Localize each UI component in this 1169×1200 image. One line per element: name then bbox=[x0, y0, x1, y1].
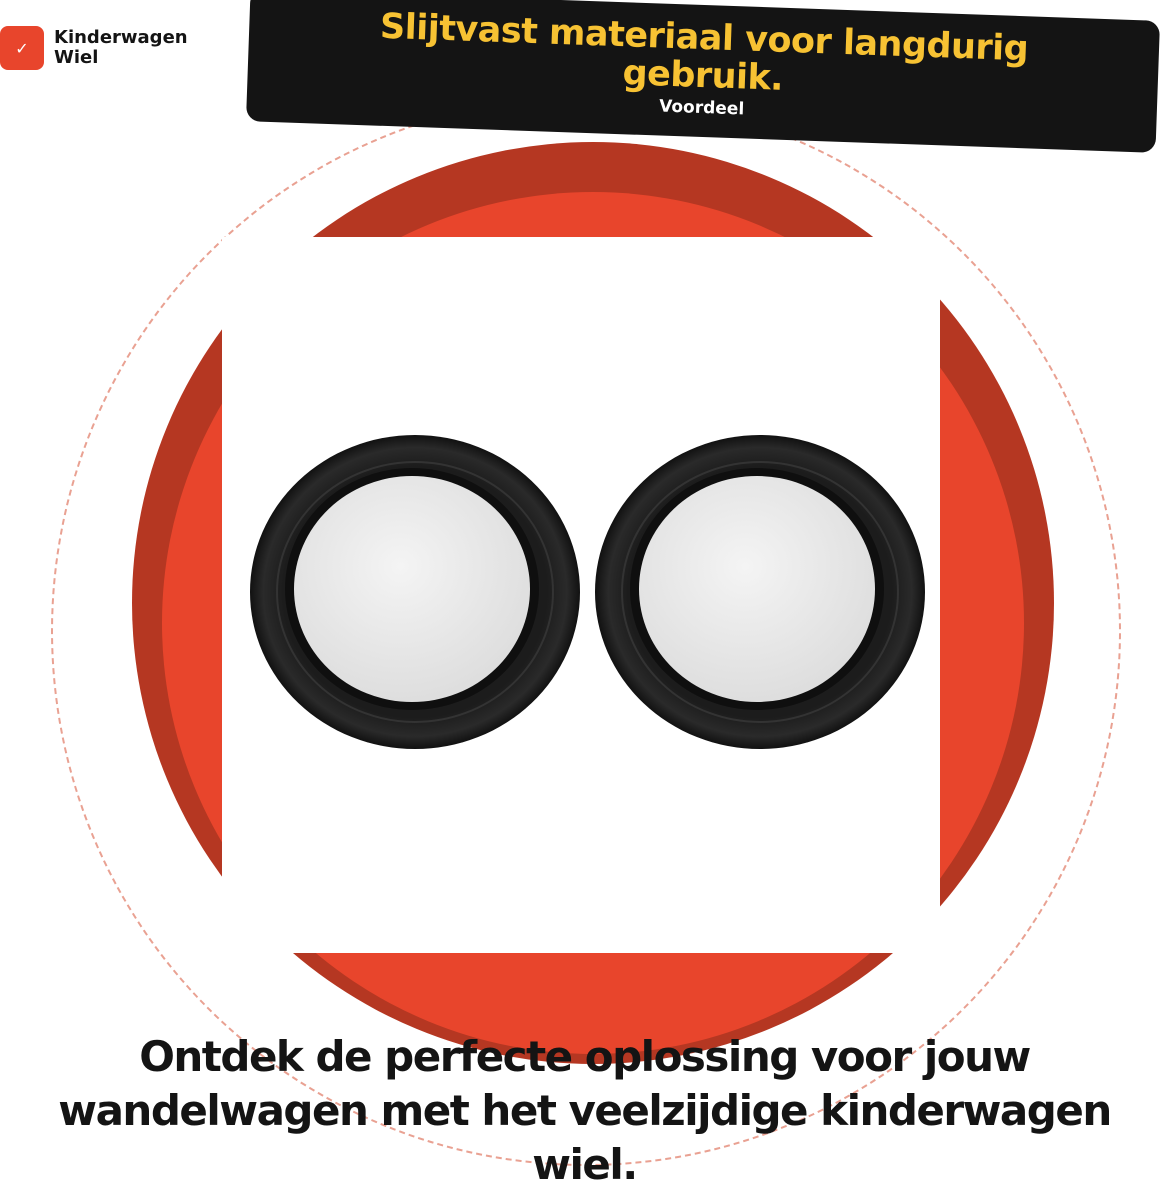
wheel-left-icon bbox=[250, 435, 580, 749]
banner-title: Slijtvast materiaal voor langdurig gebruik. bbox=[379, 6, 1029, 99]
benefit-banner bbox=[246, 0, 1160, 153]
brand-logo[interactable] bbox=[0, 22, 214, 70]
two-wheels-image bbox=[222, 237, 940, 953]
page-headline: Ontdek de perfecte oplossing voor jouw wandelwagen met het veelzijdige kinderwagen wiel. bbox=[58, 1032, 1111, 1189]
banner-label: Voordeel bbox=[658, 96, 745, 120]
wheel-right-icon bbox=[595, 435, 925, 749]
brand-name: Kinderwagen Wiel bbox=[54, 27, 188, 68]
product-image bbox=[222, 237, 940, 953]
check-icon: ✓ bbox=[0, 26, 44, 70]
